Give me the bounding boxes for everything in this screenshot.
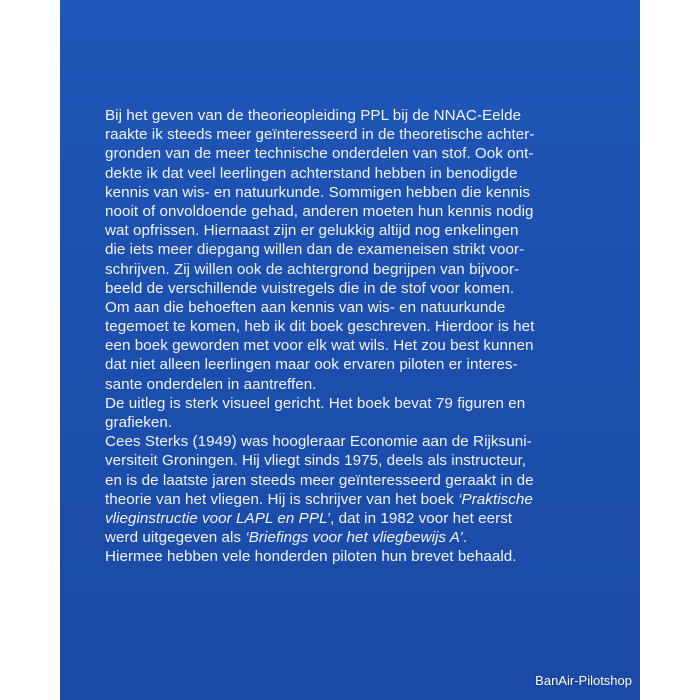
book-title-italic: ‘Praktische [458, 490, 533, 508]
text-line: De uitleg is sterk visueel gericht. Het boek bevat 79 figuren en [105, 394, 526, 412]
text-line: wat opfrissen. Hiernaast zijn er gelukkig altijd nog enkelingen [105, 222, 519, 240]
text-segment: . [462, 529, 468, 547]
text-segment: theorie van het vliegen. Hij is schrijver van het boek [105, 490, 459, 508]
blurb-text [105, 106, 625, 567]
text-line: tegemoet te komen, heb ik dit boek geschreven. Hierdoor is het [105, 318, 535, 336]
text-line: beeld de verschillende vuistregels die in de stof voor komen. [105, 279, 515, 297]
text-line: Bij het geven van de theorieopleiding PPL bij de NNAC-Eelde [105, 107, 522, 124]
text-line: dekte ik dat veel leerlingen achterstand hebben in benodigde [105, 164, 518, 182]
text-line: schrijven. Zij willen ook de achtergrond begrijpen van bijvoor- [105, 260, 520, 278]
text-line: nooit of onvoldoende gehad, anderen moeten hun kennis nodig [105, 202, 534, 220]
text-line: Om aan die behoeften aan kennis van wis- en natuurkunde [105, 298, 506, 316]
text-line [105, 509, 625, 528]
text-line: versiteit Groningen. Hij vliegt sinds 1975, deels als instructeur, [105, 452, 527, 470]
text-line: die iets meer diepgang willen dan de exameneisen strikt voor- [105, 241, 525, 259]
text-line: raakte ik steeds meer geïnteresseerd in de theoretische achter- [105, 126, 535, 144]
text-line: gronden van de meer technische onderdelen van stof. Ook ont- [105, 145, 534, 163]
text-line: Hiermee hebben vele honderden piloten hun brevet behaald. [105, 548, 517, 566]
text-segment: werd uitgegeven als [105, 529, 246, 547]
text-line: kennis van wis- en natuurkunde. Sommigen hebben die kennis [105, 183, 531, 201]
text-line: een boek geworden met voor elk wat wils. Het zou best kunnen [105, 337, 534, 355]
text-line [105, 490, 625, 509]
text-line: en is de laatste jaren steeds meer geïnteresseerd geraakt in de [105, 471, 534, 489]
text-line: sante onderdelen in aantreffen. [105, 375, 317, 393]
text-segment: , dat in 1982 voor het eerst [330, 509, 513, 527]
book-title-italic: vlieginstructie voor LAPL en PPL’ [105, 509, 331, 527]
book-title-italic: ‘Briefings voor het vliegbewijs A’ [245, 529, 463, 547]
text-line: grafieken. [105, 414, 173, 431]
text-line [105, 528, 625, 547]
shop-watermark: BanAir-Pilotshop [535, 673, 632, 688]
text-line: Cees Sterks (1949) was hoogleraar Economie aan de Rijksuni- [105, 433, 532, 451]
text-line: dat niet alleen leerlingen maar ook ervaren piloten er interes- [105, 356, 518, 374]
